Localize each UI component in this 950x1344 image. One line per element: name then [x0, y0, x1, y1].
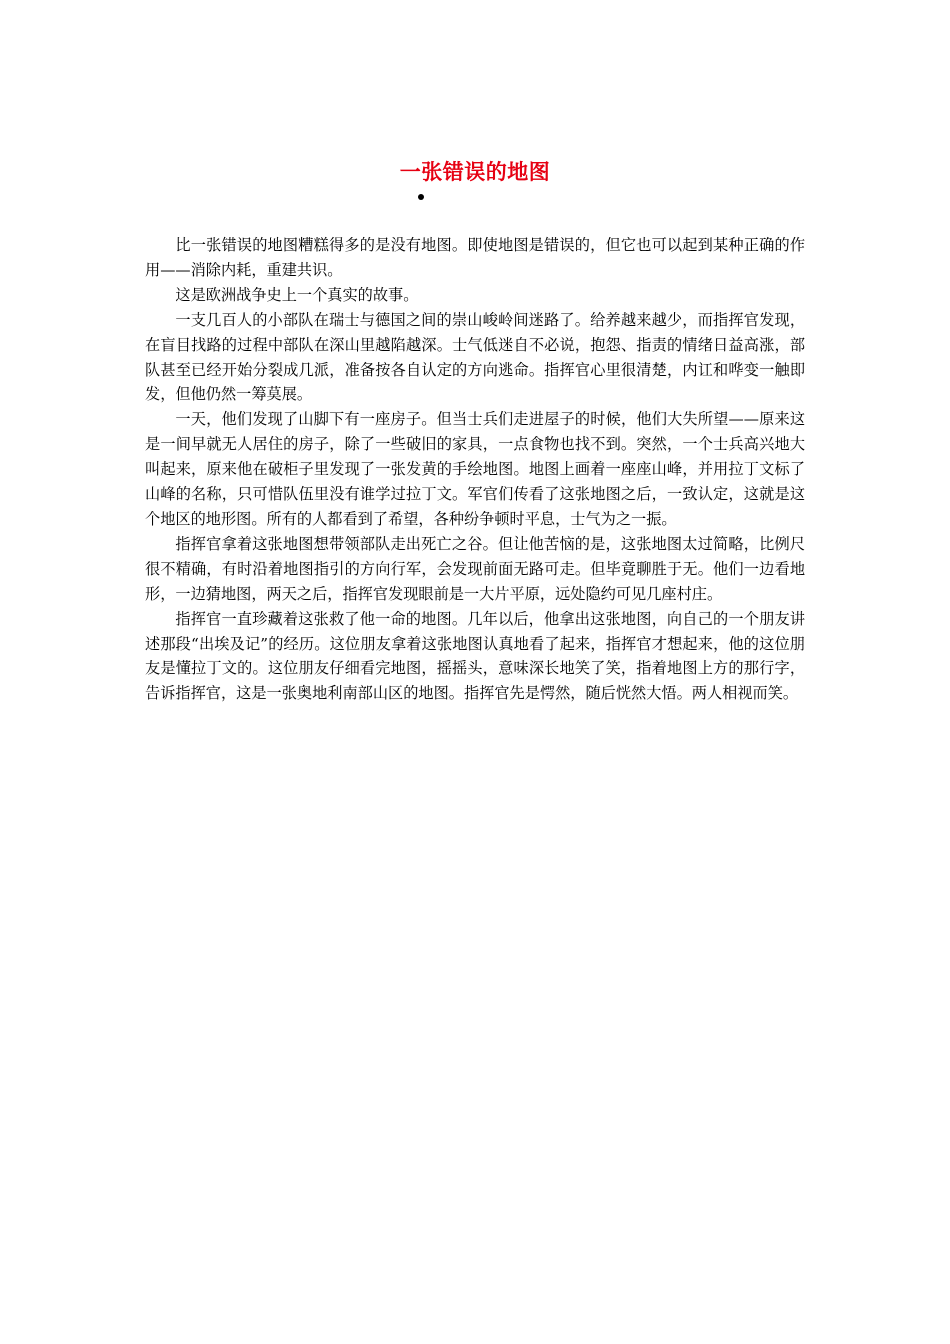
- paragraph: 指挥官一直珍藏着这张救了他一命的地图。几年以后，他拿出这张地图，向自己的一个朋友讲述那段“出埃及记”的经历。这位朋友拿着这张地图认真地看了起来，指挥官才想起来，他的这位朋友是懂拉丁文的。这位朋友仔细看完地图，摇摇头，意味深长地笑了笑，指着地图上方的那行字，告诉指挥官，这是一张奥地利南部山区的地图。指挥官先是愕然，随后恍然大悟。两人相视而笑。: [145, 609, 805, 703]
- bullet-dot: [418, 194, 424, 200]
- paragraph: 指挥官拿着这张地图想带领部队走出死亡之谷。但让他苦恼的是，这张地图太过简略，比例尺很不精确，有时沿着地图指引的方向行军，会发现前面无路可走。但毕竟聊胜于无。他们一边看地形，一边猜地图，两天之后，指挥官发现眼前是一大片平原，远处隐约可见几座村庄。: [145, 534, 805, 603]
- paragraph: 比一张错误的地图糟糕得多的是没有地图。即使地图是错误的，但它也可以起到某种正确的作用——消除内耗，重建共识。: [145, 236, 805, 279]
- document-body: [145, 233, 805, 706]
- paragraph: 一支几百人的小部队在瑞士与德国之间的崇山峻岭间迷路了。给养越来越少，而指挥官发现，在盲目找路的过程中部队在深山里越陷越深。士气低迷自不必说，抱怨、指责的情绪日益高涨，部队甚至已经开始分裂成几派，准备按各自认定的方向逃命。指挥官心里很清楚，内讧和哗变一触即发，但他仍然一筹莫展。: [145, 310, 805, 404]
- paragraph: 这是欧洲战争史上一个真实的故事。: [175, 285, 419, 304]
- document-title: 一张错误的地图: [399, 160, 551, 184]
- paragraph: 一天，他们发现了山脚下有一座房子。但当士兵们走进屋子的时候，他们大失所望——原来这是一间早就无人居住的房子，除了一些破旧的家具，一点食物也找不到。突然，一个士兵高兴地大叫起来，原来他在破柜子里发现了一张发黄的手绘地图。地图上画着一座座山峰，并用拉丁文标了山峰的名称，只可惜队伍里没有谁学过拉丁文。军官们传看了这张地图之后，一致认定，这就是这个地区的地形图。所有的人都看到了希望，各种纷争顿时平息，士气为之一振。: [145, 410, 805, 528]
